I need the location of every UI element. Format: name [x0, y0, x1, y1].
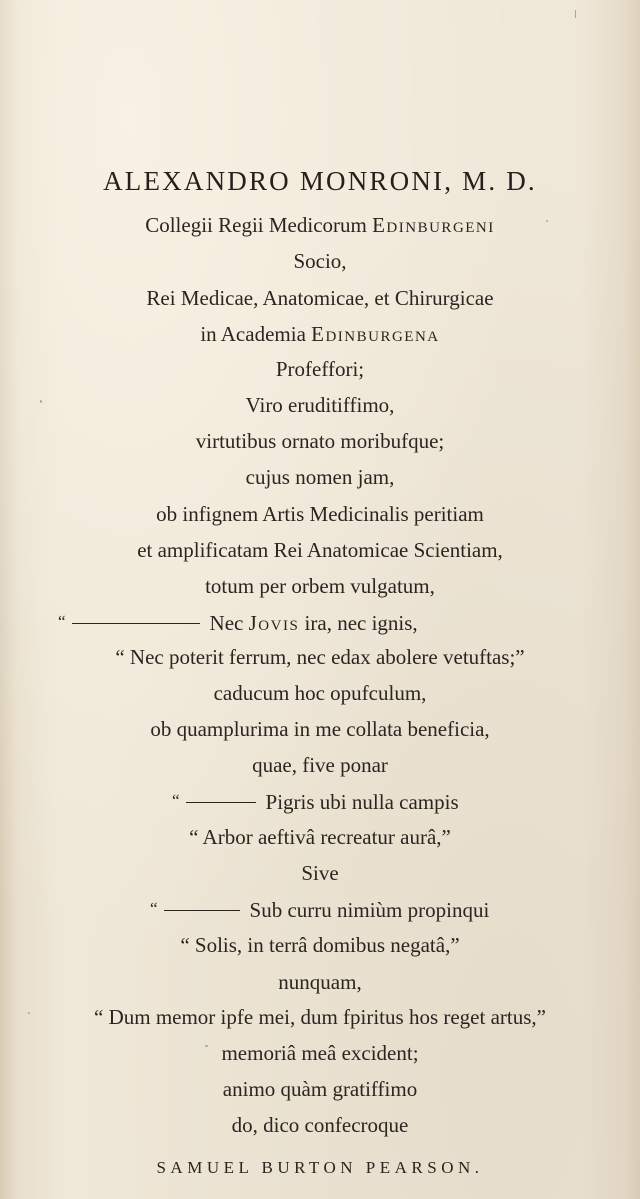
academia-line: [0, 321, 640, 347]
quote-two-open-mark: “: [172, 791, 180, 810]
quote-one-line2: “ Nec poterit ferrum, nec edax abolere vetuftas;”: [115, 645, 525, 669]
quote-three-dash: [164, 910, 240, 912]
collegii-line: [0, 212, 640, 238]
cujus-line: cujus nomen jam,: [245, 465, 395, 489]
quote-one-line1: [58, 609, 640, 636]
ob-quamplurima-line: ob quamplurima in me collata beneficia,: [150, 717, 490, 741]
quote-two-dash: [186, 802, 256, 804]
memoria-line: memoriâ meâ excident;: [221, 1041, 419, 1065]
quote-two-text: Pigris ubi nulla campis: [265, 790, 459, 814]
quote-three-line1: [150, 896, 640, 923]
dum-memor-line: “ Dum memor ipfe mei, dum fpiritus hos reget artus,”: [94, 1005, 546, 1029]
dedication-title: ALEXANDRO MONRONI, M. D.: [103, 166, 537, 196]
collegii-city: Edinburgeni: [372, 213, 495, 237]
nunquam-line: nunquam,: [278, 970, 362, 994]
socio-line: Socio,: [293, 249, 347, 273]
quote-two-line2: “ Arbor aeftivâ recreatur aurâ,”: [189, 825, 451, 849]
amplificatam-line: et amplificatam Rei Anatomicae Scientiam,: [137, 538, 503, 562]
quote-two-line1: [172, 788, 640, 815]
quote-three-text: Sub curru nimiùm propinqui: [249, 898, 490, 922]
animo-line: animo quàm gratiffimo: [222, 1077, 418, 1101]
paper-speck: [575, 10, 576, 18]
paper-speck: [28, 1012, 30, 1014]
academia-city: Edinburgena: [311, 322, 440, 346]
quote-one-dash: [72, 623, 200, 625]
quote-three-line2: “ Solis, in terrâ domibus negatâ,”: [180, 933, 460, 957]
quae-line: quae, five ponar: [252, 753, 388, 777]
paper-speck: [40, 400, 42, 403]
professori-line: Profeffori;: [275, 357, 365, 381]
academia-text: in Academia: [200, 322, 312, 346]
quote-one-post: ira, nec ignis,: [299, 611, 418, 635]
ob-insignem-line: ob infignem Artis Medicinalis peritiam: [156, 502, 484, 526]
signature: SAMUEL BURTON PEARSON.: [156, 1158, 484, 1177]
paper-speck: [205, 1045, 208, 1047]
viro-line: Viro eruditiffimo,: [245, 393, 395, 417]
quote-one-open-mark: “: [58, 612, 66, 631]
virtutibus-line: virtutibus ornato moribufque;: [195, 429, 445, 453]
rei-medicae-line: Rei Medicae, Anatomicae, et Chirurgicae: [146, 286, 494, 310]
sive-line: Sive: [301, 861, 339, 885]
totum-line: totum per orbem vulgatum,: [205, 574, 435, 598]
do-dico-line: do, dico confecroque: [231, 1113, 409, 1137]
quote-one-name: Jovis: [248, 611, 300, 635]
quote-one-pre: Nec: [209, 611, 249, 635]
quote-three-open-mark: “: [150, 899, 158, 918]
paper-speck: [546, 220, 548, 222]
collegii-text: Collegii Regii Medicorum: [145, 213, 373, 237]
caducum-line: caducum hoc opufculum,: [213, 681, 427, 705]
